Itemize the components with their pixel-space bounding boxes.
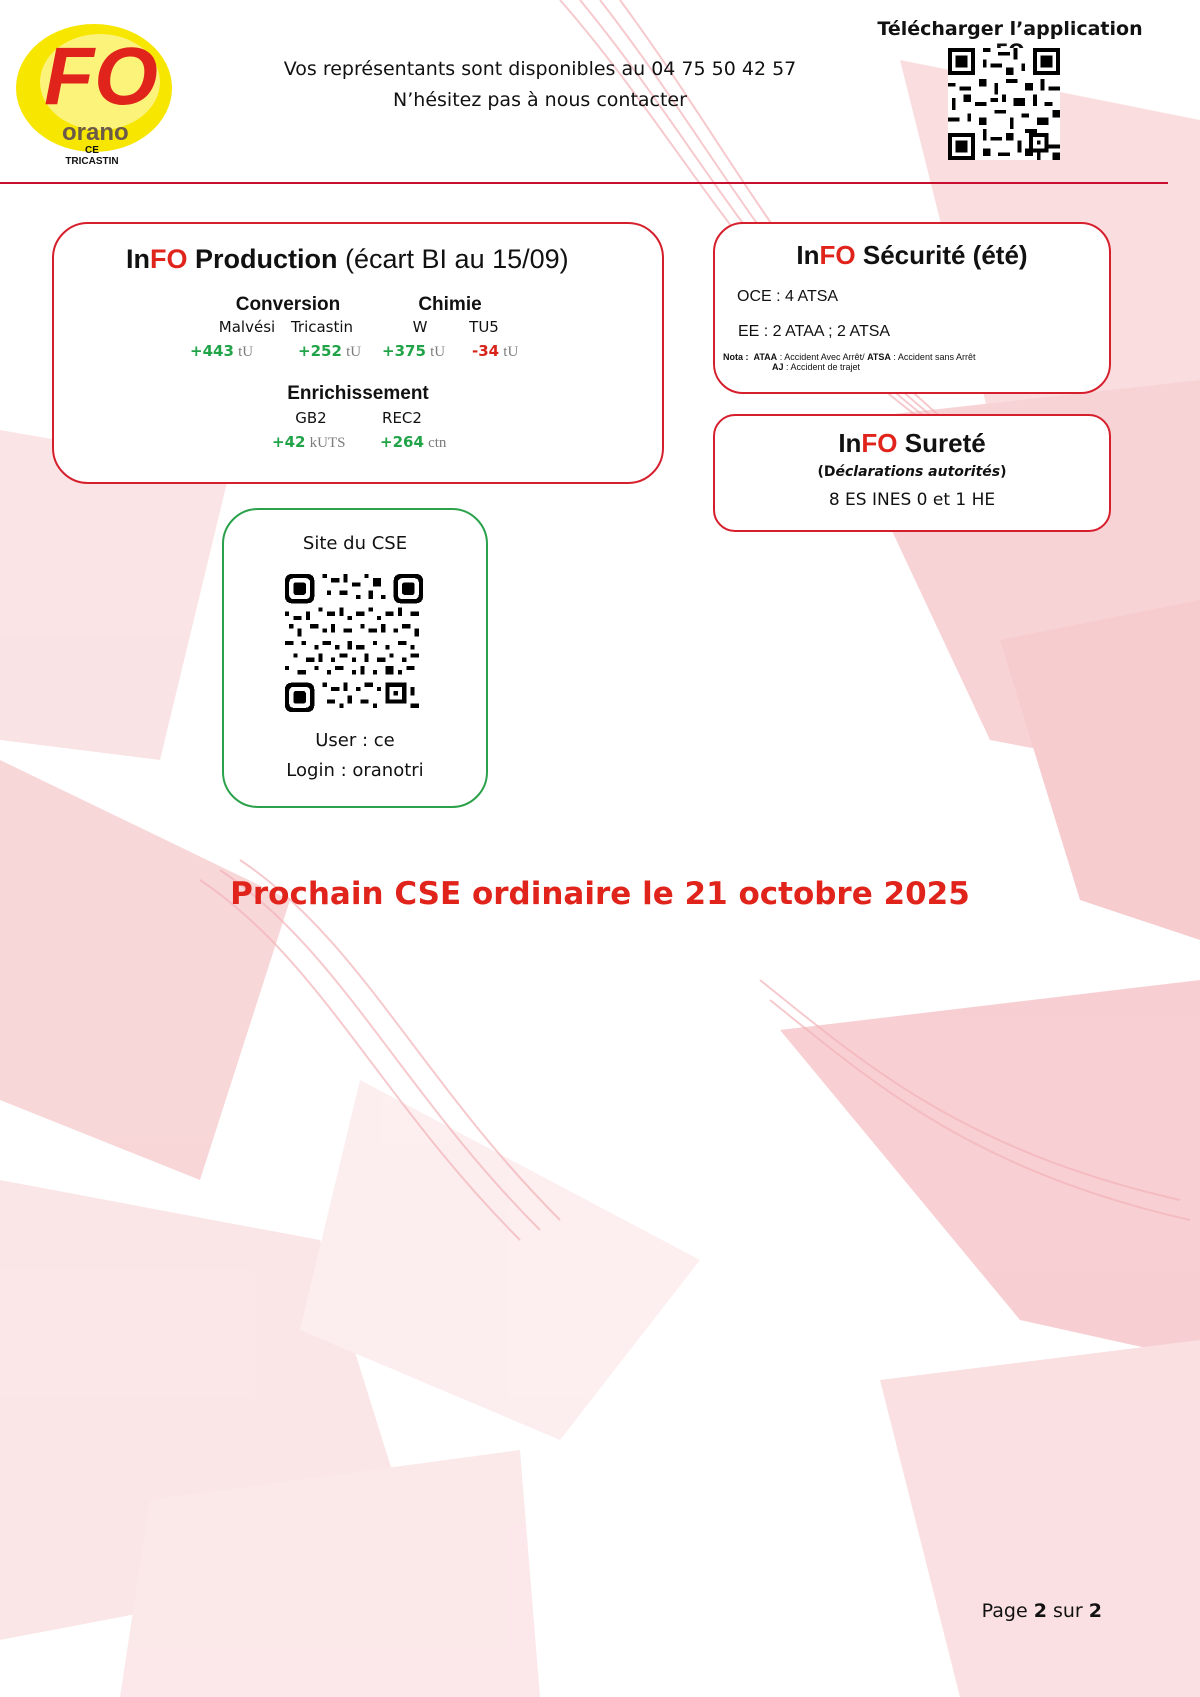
site-gb2: GB2 — [295, 409, 327, 427]
cse-qr-code[interactable] — [285, 574, 423, 712]
page-number: Page 2 sur 2 — [981, 1600, 1102, 1622]
cse-login: Login : oranotri — [286, 760, 424, 781]
production-title-main: Production — [195, 244, 338, 274]
app-download-title: Télécharger l’application — [877, 18, 1143, 40]
value-rec2: +264 ctn — [380, 433, 447, 451]
logo-unit-line1: CE — [85, 145, 99, 156]
value-w: +375 tU — [382, 342, 446, 360]
site-tricastin: Tricastin — [290, 318, 354, 336]
cse-user: User : ce — [315, 730, 395, 751]
contact-line-phone: Vos représentants sont disponibles au 04 75 50 42 57 — [283, 58, 797, 80]
chimie-heading: Chimie — [418, 294, 482, 315]
site-w: W — [412, 318, 428, 336]
value-tricastin: +252 tU — [298, 342, 362, 360]
securite-ee: EE : 2 ATAA ; 2 ATSA — [738, 323, 891, 340]
production-title-fo: FO — [150, 244, 188, 274]
production-title — [126, 244, 569, 275]
securite-oce: OCE : 4 ATSA — [737, 288, 839, 305]
logo-company-text: orano — [62, 119, 129, 146]
contact-line-invite: N’hésitez pas à nous contacter — [393, 89, 687, 111]
surete-value: 8 ES INES 0 et 1 HE — [828, 490, 996, 510]
header-divider — [0, 182, 1168, 184]
site-rec2: REC2 — [382, 409, 422, 427]
contact-info — [240, 54, 840, 116]
app-qr-code[interactable] — [948, 48, 1060, 160]
value-tu5: -34 tU — [472, 342, 519, 360]
site-malvesi: Malvési — [218, 318, 276, 336]
next-cse-announcement: Prochain CSE ordinaire le 21 octobre 2025 — [230, 876, 970, 912]
production-title-note: (écart BI au 15/09) — [345, 244, 569, 274]
securite-nota: Nota : ATAA : Accident Avec Arrêt/ ATSA : Accident sans Arrêt AJ : Accident de trajet — [723, 352, 976, 372]
conversion-heading: Conversion — [235, 294, 341, 315]
fo-orano-logo — [14, 16, 174, 168]
cse-site-title: Site du CSE — [302, 533, 408, 554]
surete-subtitle: (Déclarations autorités) — [817, 464, 1007, 480]
logo-unit-line2: TRICASTIN — [65, 156, 119, 167]
logo-brand-text: FO — [44, 31, 158, 122]
surete-title: InFO Sureté — [838, 428, 986, 458]
value-gb2: +42 kUTS — [272, 433, 346, 451]
securite-title: InFO Sécurité (été) — [796, 240, 1028, 270]
site-tu5: TU5 — [469, 318, 499, 336]
enrichissement-heading: Enrichissement — [287, 383, 429, 404]
value-malvesi: +443 tU — [190, 342, 254, 360]
production-title-in: In — [126, 244, 150, 274]
